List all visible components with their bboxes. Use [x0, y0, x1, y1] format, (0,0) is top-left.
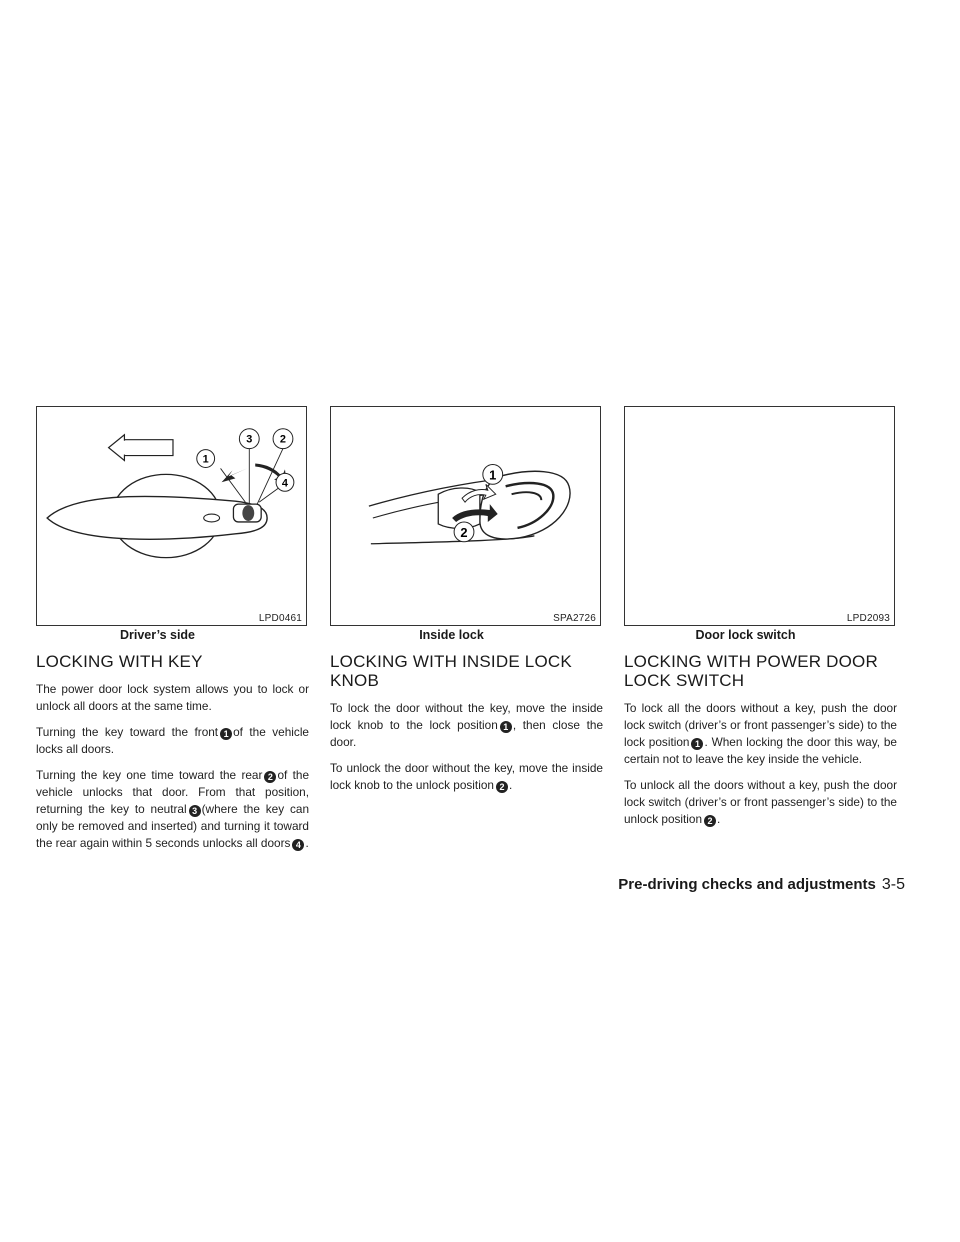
marker-2-icon: 2: [264, 771, 276, 783]
figure-inside-lock: [330, 406, 601, 626]
svg-text:2: 2: [279, 433, 287, 446]
callout-2: [454, 522, 474, 542]
marker-4-icon: 4: [292, 839, 304, 851]
marker-3-icon: 3: [189, 805, 201, 817]
callout-2: [273, 429, 293, 449]
section-heading: LOCKING WITH KEY: [36, 652, 203, 671]
section-heading: LOCKING WITH POWER DOOR LOCK SWITCH: [624, 652, 878, 690]
callout-3: [239, 429, 259, 449]
marker-1-icon: 1: [220, 728, 232, 740]
marker-2-icon: 2: [704, 815, 716, 827]
paragraph: Turning the key one time toward the rear 2 of the vehicle unlocks that door. From that position, returning the key to neutral 3 (where the key can only be removed and inserted) and turning it toward the rear again within 5 seconds unlocks all doors 4 .: [36, 768, 310, 850]
footer-section-title: Pre-driving checks and adjustments: [618, 876, 876, 893]
svg-text:1: 1: [202, 453, 209, 466]
section-heading: LOCKING WITH INSIDE LOCK KNOB: [330, 652, 572, 690]
column-inside-lock-knob: [330, 406, 603, 803]
svg-text:1: 1: [489, 467, 497, 483]
inside-lock-knob-illustration: [331, 407, 600, 625]
callout-1: [197, 450, 215, 468]
svg-text:3: 3: [246, 433, 253, 446]
page-number: 3-5: [881, 876, 905, 893]
page-footer: [618, 876, 905, 894]
marker-1-icon: 1: [500, 721, 512, 733]
door-handle-key-illustration: [37, 407, 306, 625]
figure-code: SPA2726: [553, 613, 596, 624]
figure-caption: Door lock switch: [695, 628, 796, 642]
figure-door-lock-switch: [624, 406, 895, 626]
column-locking-with-key: [36, 406, 309, 861]
paragraph: To unlock all the doors without a key, push the door lock switch (driver’s or front passenger’s side) to the unlock position 2 .: [624, 778, 897, 826]
marker-2-icon: 2: [496, 781, 508, 793]
figure-code: LPD2093: [846, 613, 890, 624]
figure-drivers-side: [36, 406, 307, 626]
paragraph: To lock the door without the key, move the inside lock knob to the lock position 1 , then close the door.: [330, 701, 604, 749]
paragraph: Turning the key toward the front 1 of the vehicle locks all doors.: [36, 725, 309, 756]
figure-code: LPD0461: [258, 613, 302, 624]
paragraph: To lock all the doors without a key, push the door lock switch (driver’s or front passenger’s side) to the lock position 1 . When locking the door this way, be certain not to leave the key inside the vehicle.: [624, 701, 897, 766]
svg-text:4: 4: [281, 477, 288, 490]
marker-1-icon: 1: [691, 738, 703, 750]
figure-caption: Inside lock: [419, 628, 484, 642]
svg-text:2: 2: [460, 524, 468, 540]
callout-4: [276, 473, 294, 491]
column-power-door-lock-switch: [624, 406, 897, 837]
paragraph: The power door lock system allows you to lock or unlock all doors at the same time.: [36, 682, 309, 713]
callout-1: [483, 464, 503, 484]
figure-caption: Driver’s side: [119, 628, 196, 642]
paragraph: To unlock the door without the key, move the inside lock knob to the unlock position 2 .: [330, 761, 603, 792]
